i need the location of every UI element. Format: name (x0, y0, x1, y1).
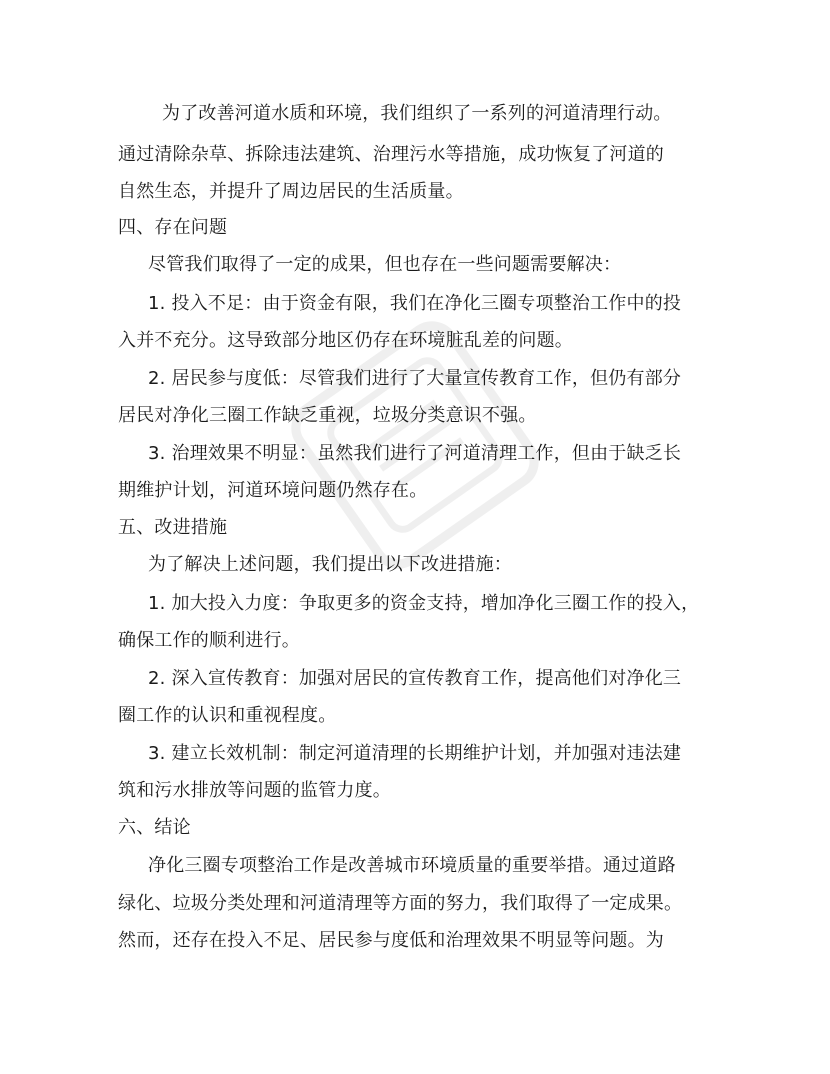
paragraph-line: 绿化、垃圾分类处理和河道清理等方面的努力，我们取得了一定成果。 (118, 893, 683, 914)
list-item: 3. 治理效果不明显：虽然我们进行了河道清理工作，但由于缺乏长 (148, 443, 682, 464)
list-item: 2. 深入宣传教育：加强对居民的宣传教育工作，提高他们对净化三 (148, 668, 682, 689)
paragraph-line: 筑和污水排放等问题的监管力度。 (118, 780, 391, 801)
paragraph-line: 为了解决上述问题，我们提出以下改进措施： (148, 554, 512, 575)
paragraph-line: 自然生态，并提升了周边居民的生活质量。 (118, 181, 464, 202)
paragraph-line: 居民对净化三圈工作缺乏重视，垃圾分类意识不强。 (118, 405, 537, 426)
list-item: 2. 居民参与度低：尽管我们进行了大量宣传教育工作，但仍有部分 (148, 368, 682, 389)
paragraph-line: 圈工作的认识和重视程度。 (118, 705, 337, 726)
section-heading: 四、存在问题 (118, 217, 228, 238)
paragraph-line: 入并不充分。这导致部分地区仍存在环境脏乱差的问题。 (118, 330, 573, 351)
list-item: 3. 建立长效机制：制定河道清理的长期维护计划，并加强对违法建 (148, 743, 682, 764)
paragraph-line: 然而，还存在投入不足、居民参与度低和治理效果不明显等问题。为 (118, 930, 664, 951)
paragraph-line: 期维护计划，河道环境问题仍然存在。 (118, 480, 428, 501)
paragraph-line: 尽管我们取得了一定的成果，但也存在一些问题需要解决： (148, 254, 622, 275)
paragraph-line: 为了改善河道水质和环境，我们组织了一系列的河道清理行动。 (162, 103, 672, 124)
paragraph-line: 确保工作的顺利进行。 (118, 630, 300, 651)
paragraph-line: 净化三圈专项整治工作是改善城市环境质量的重要举措。通过道路 (148, 855, 676, 876)
paragraph-line: 通过清除杂草、拆除违法建筑、治理污水等措施，成功恢复了河道的 (118, 144, 664, 165)
list-item: 1. 加大投入力度：争取更多的资金支持，增加净化三圈工作的投入， (148, 593, 700, 614)
list-item: 1. 投入不足：由于资金有限，我们在净化三圈专项整治工作中的投 (148, 293, 682, 314)
section-heading: 六、结论 (118, 817, 191, 838)
section-heading: 五、改进措施 (118, 517, 228, 538)
